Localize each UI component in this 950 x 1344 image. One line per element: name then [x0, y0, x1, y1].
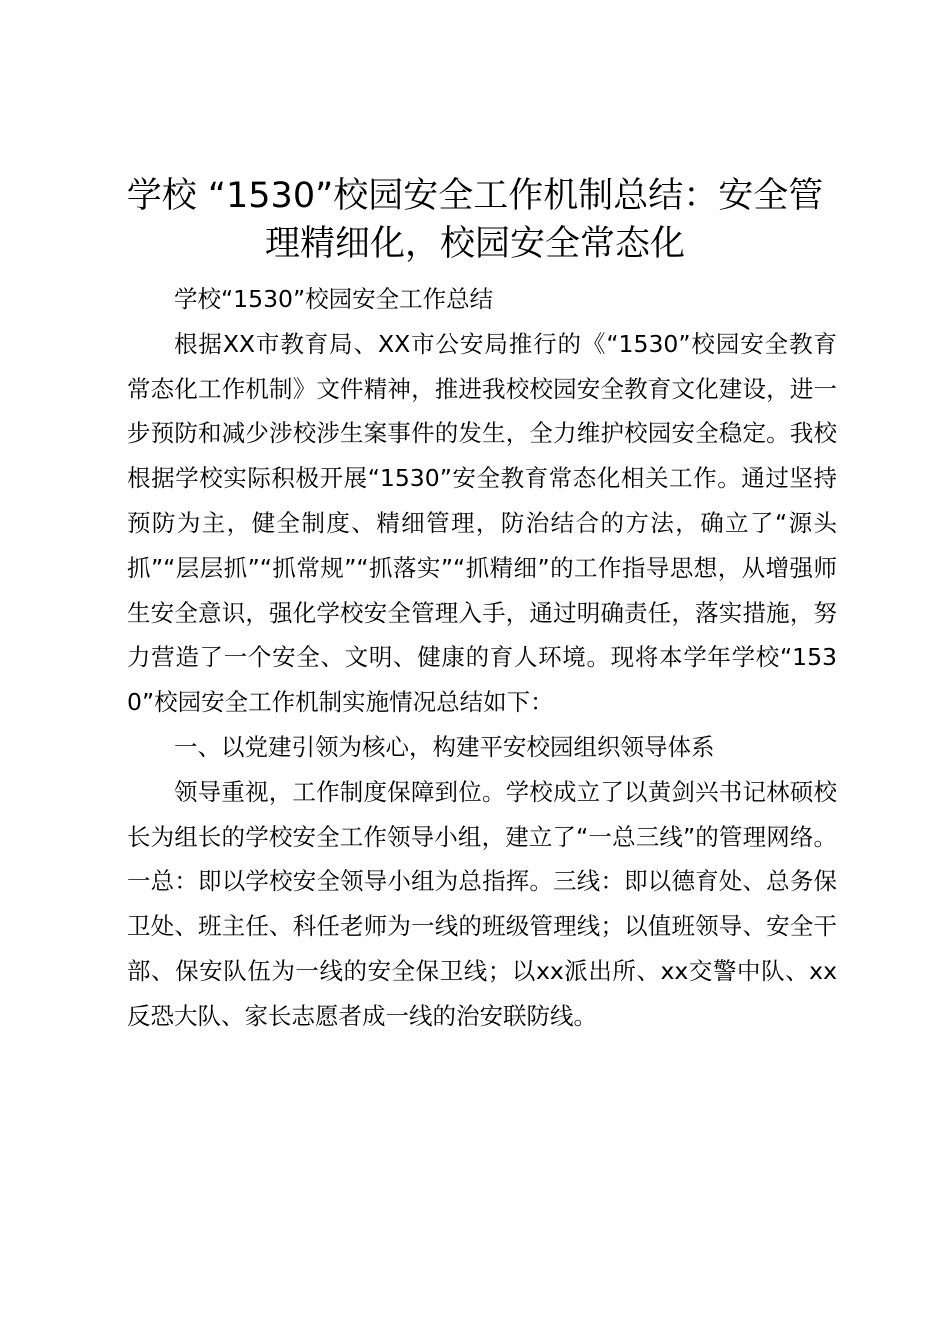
intro-paragraph: 根据XX市教育局、XX市公安局推行的《“1530”校园安全教育常态化工作机制》文件精神，推进我校校园安全教育文化建设，进一步预防和减少涉校涉生案事件的发生，全力维护校园安全稳定。我校根据学校实际积极开展“1530”安全教育常态化相关工作。通过坚持预防为主，健全制度、精细管理，防治结合的方法，确立了“源头抓”“层层抓”“抓常规”“抓落实”“抓精细”的工作指导思想，从增强师生安全意识，强化学校安全管理入手，通过明确责任，落实措施，努力营造了一个安全、文明、健康的育人环境。现将本学年学校“1530”校园安全工作机制实施情况总结如下：: [127, 329, 837, 717]
body-paragraph: 领导重视，工作制度保障到位。学校成立了以黄剑兴书记林硕校长为组长的学校安全工作领导小组，建立了“一总三线”的管理网络。一总：即以学校安全领导小组为总指挥。三线：即以德育处、总务保卫处、班主任、科任老师为一线的班级管理线；以值班领导、安全干部、保安队伍为一线的安全保卫线；以xx派出所、xx交警中队、xx反恐大队、家长志愿者成一线的治安联防线。: [127, 777, 837, 1030]
section-heading: 一、以党建引领为核心，构建平安校园组织领导体系: [174, 732, 715, 761]
document-title: 学校 “1530”校园安全工作机制总结：安全管理精细化，校园安全常态化: [126, 176, 824, 264]
subtitle-paragraph: 学校“1530”校园安全工作总结: [174, 285, 494, 313]
document-body: [127, 277, 837, 1039]
